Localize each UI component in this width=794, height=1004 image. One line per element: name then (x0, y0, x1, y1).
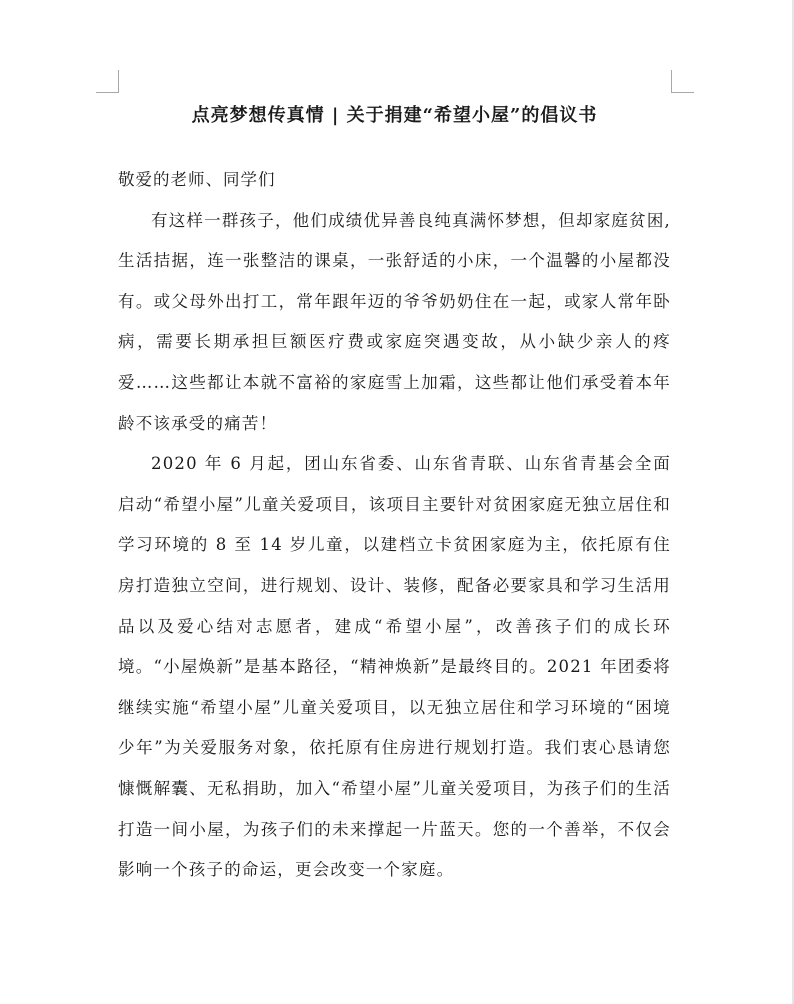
paragraph-1: 有这样一群孩子，他们成绩优异善良纯真满怀梦想，但却家庭贫困,生活拮据，连一张整洁的课桌，一张舒适的小床，一个温馨的小屋都没有。或父母外出打工，常年跟年迈的爷爷奶奶住在一起，或家人常年卧病，需要长期承担巨额医疗费或家庭突遇变故，从小缺少亲人的疼爱……这些都让本就不富裕的家庭雪上加霜，这些都让他们承受着本年龄不该承受的痛苦！ (118, 210, 671, 433)
salutation: 敬爱的老师、同学们 (118, 170, 276, 189)
paragraph-2: 2020 年 6 月起，团山东省委、山东省青联、山东省青基会全面启动“希望小屋”儿童关爱项目，该项目主要针对贫困家庭无独立居住和学习环境的 8 至 14 岁儿童，以建档立卡贫困家庭为主，依托原有住房打造独立空间，进行规划、设计、装修，配备必要家具和学习生活用品以及爱心结对志愿者，建成“希望小屋”，改善孩子们的成长环境。“小屋焕新”是基本路径，“精神焕新”是最终目的。2021 年团委将继续实施“希望小屋”儿童关爱项目，以无独立居住和学习环境的“困境少年”为关爱服务对象，依托原有住房进行规划打造。我们衷心恳请您慷慨解囊、无私捐助，加入“希望小屋”儿童关爱项目，为孩子们的生活打造一间小屋，为孩子们的未来撑起一片蓝天。您的一个善举，不仅会影响一个孩子的命运，更会改变一个家庭。 (118, 454, 671, 880)
crop-mark-top-left (96, 70, 119, 93)
document-title: 点亮梦想传真情 | 关于捐建“希望小屋”的倡议书 (191, 105, 598, 126)
document-body (118, 160, 671, 891)
crop-mark-top-right (671, 70, 694, 93)
